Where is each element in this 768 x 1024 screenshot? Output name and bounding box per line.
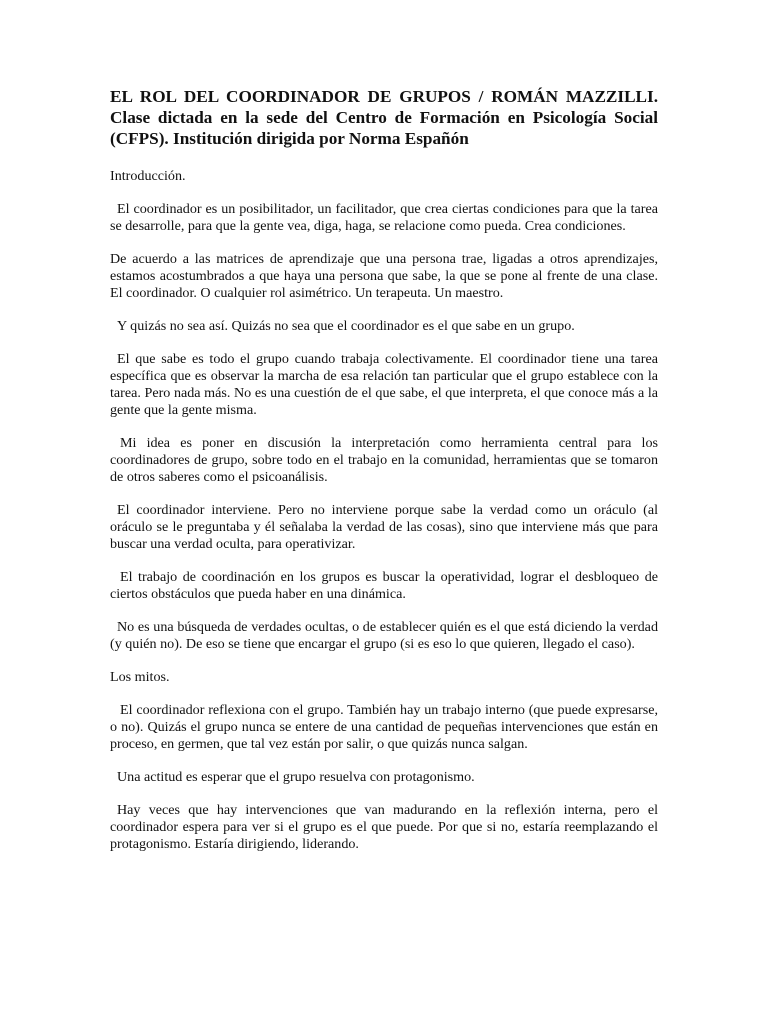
paragraph: Y quizás no sea así. Quizás no sea que el coordinador es el que sabe en un grupo. xyxy=(117,318,575,334)
paragraph: Mi idea es poner en discusión la interpretación como herramienta central para los coordinadores de grupo, sobre todo en el trabajo en la comunidad, herramientas que se tomaron de otros saberes como el psicoanálisis. xyxy=(110,435,658,485)
paragraph: El coordinador es un posibilitador, un facilitador, que crea ciertas condiciones para que la tarea se desarrolle, para que la gente vea, diga, haga, se relacione como pueda. Crea condiciones. xyxy=(110,201,658,234)
paragraph: El coordinador interviene. Pero no interviene porque sabe la verdad como un oráculo (al oráculo se le preguntaba y él señalaba la verdad de las cosas), sino que interviene más que para buscar una verdad oculta, para operativizar. xyxy=(110,502,658,552)
document-page xyxy=(110,86,658,869)
paragraph: Hay veces que hay intervenciones que van madurando en la reflexión interna, pero el coordinador espera para ver si el grupo es el que puede. Por que si no, estaría reemplazando el protagonismo. Estaría dirigiendo, liderando. xyxy=(110,802,658,852)
paragraph: El trabajo de coordinación en los grupos es buscar la operatividad, lograr el desbloqueo de ciertos obstáculos que pueda haber en una dinámica. xyxy=(110,569,658,602)
section-heading-introduccion: Introducción. xyxy=(110,168,186,184)
paragraph: El coordinador reflexiona con el grupo. También hay un trabajo interno (que puede expresarse, o no). Quizás el grupo nunca se entere de una cantidad de pequeñas intervenciones que están en proceso, en germen, que tal vez están por salir, o que quizás nunca salgan. xyxy=(110,702,658,752)
paragraph: Una actitud es esperar que el grupo resuelva con protagonismo. xyxy=(117,769,475,785)
paragraph: No es una búsqueda de verdades ocultas, o de establecer quién es el que está diciendo la verdad (y quién no). De eso se tiene que encargar el grupo (si es eso lo que quieren, llegado el caso). xyxy=(110,619,658,652)
document-title: EL ROL DEL COORDINADOR DE GRUPOS / ROMÁN MAZZILLI. Clase dictada en la sede del Centro de Formación en Psicología Social (CFPS). Institución dirigida por Norma Españón xyxy=(110,87,658,148)
paragraph: De acuerdo a las matrices de aprendizaje que una persona trae, ligadas a otros aprendizajes, estamos acostumbrados a que haya una persona que sabe, la que se pone al frente de una clase. El coordinador. O cualquier rol asimétrico. Un terapeuta. Un maestro. xyxy=(110,251,658,301)
section-heading-mitos: Los mitos. xyxy=(110,669,170,685)
paragraph: El que sabe es todo el grupo cuando trabaja colectivamente. El coordinador tiene una tarea específica que es observar la marcha de esa relación tan particular que el grupo establece con la tarea. Pero nada más. No es una cuestión de el que sabe, el que interpreta, el que conoce más a la gente que la gente misma. xyxy=(110,351,658,418)
